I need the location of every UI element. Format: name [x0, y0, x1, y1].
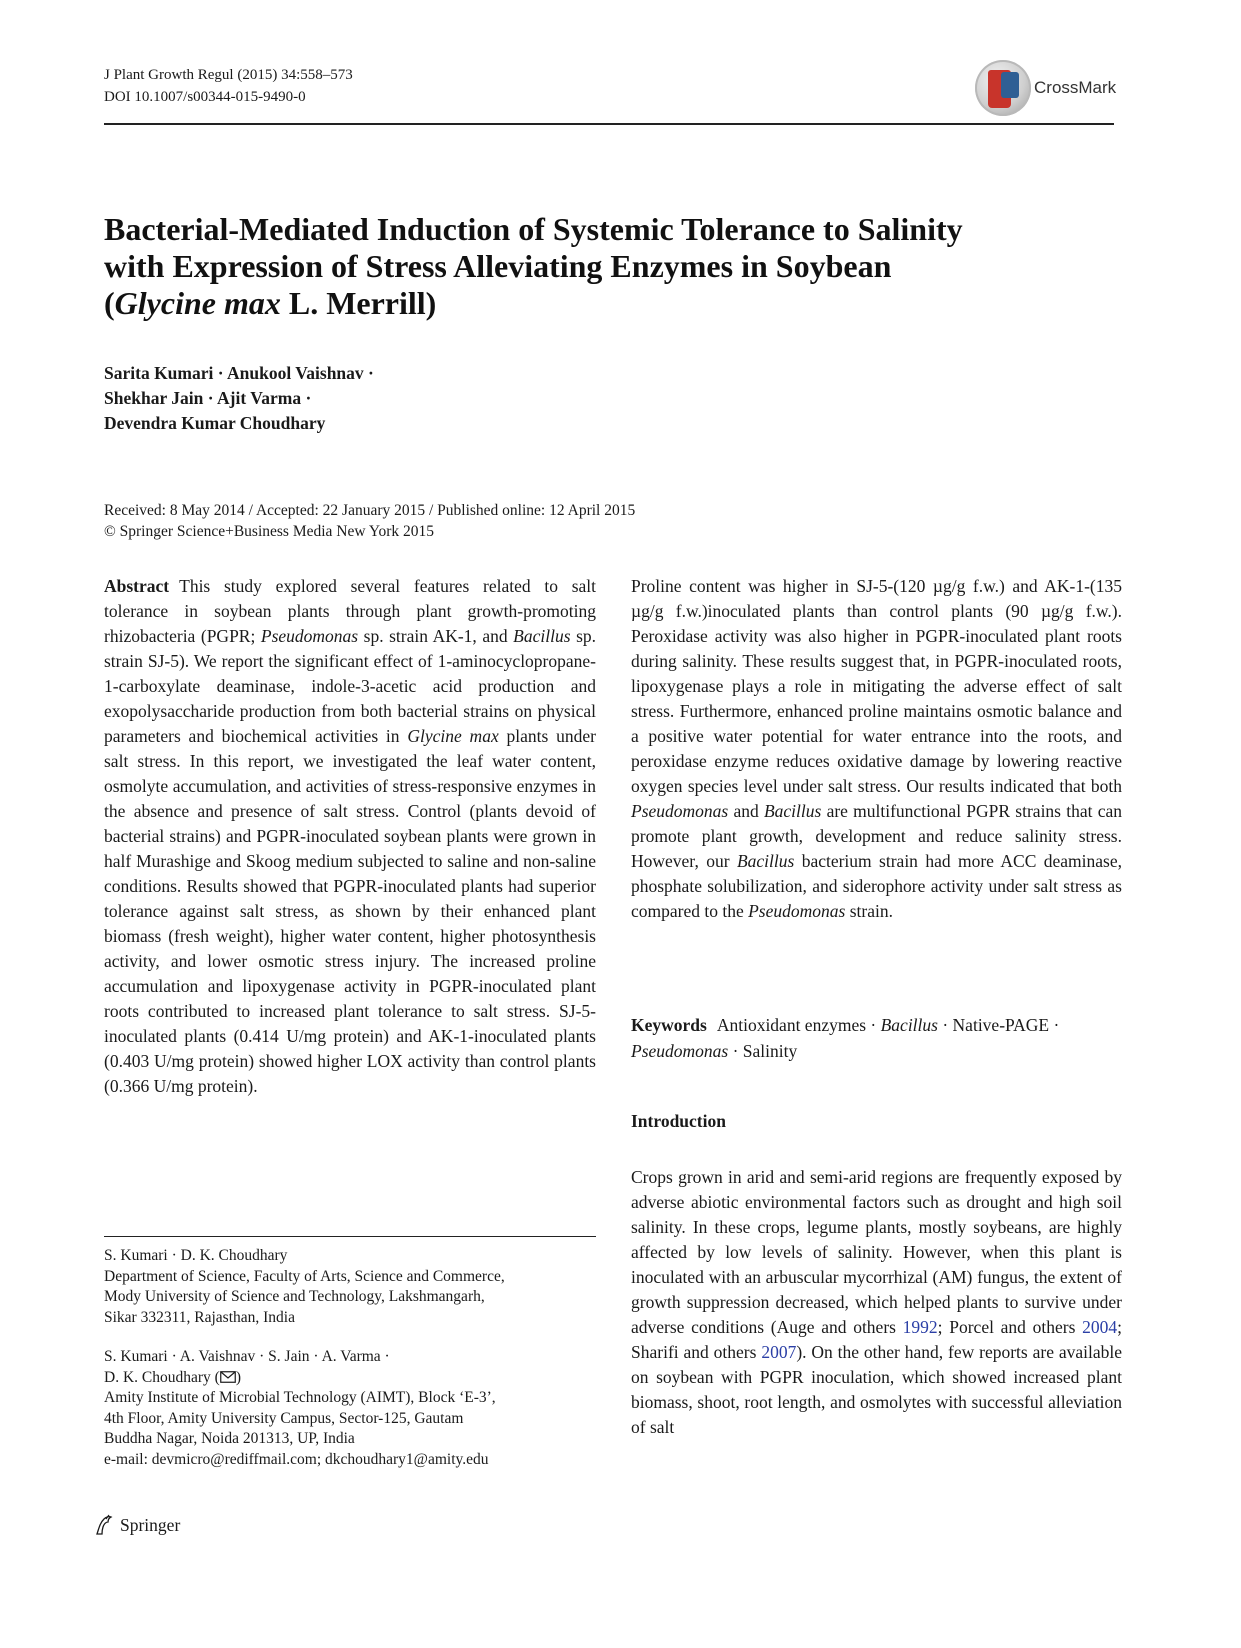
- envelope-icon: [220, 1371, 236, 1383]
- copyright-line: © Springer Science+Business Media New York 2015: [104, 523, 435, 540]
- keywords-label: Keywords: [631, 1015, 707, 1035]
- crossmark-label: CrossMark: [1034, 78, 1117, 97]
- crossmark-badge[interactable]: [975, 59, 1125, 121]
- section-heading-introduction: Introduction: [631, 1111, 726, 1131]
- authors-line-2: Shekhar Jain · Ajit Varma ·: [104, 388, 312, 408]
- publisher-name: Springer: [120, 1514, 181, 1535]
- journal-citation: J Plant Growth Regul (2015) 34:558–573: [104, 67, 353, 83]
- abstract-left-column: [104, 574, 596, 1099]
- affiliation-1: S. Kumari · D. K. Choudhary Department of Science, Faculty of Arts, Science and Commerce, Mody University of Science and Technology, Lakshmangarh, Sikar 332311, Rajasthan, India: [104, 1247, 505, 1326]
- footnote-rule: [104, 1236, 596, 1237]
- abstract-right-column: [631, 574, 1122, 924]
- title-line-1: Bacterial-Mediated Induction of Systemic Tolerance to Salinity: [104, 211, 963, 247]
- authors-line-1: Sarita Kumari · Anukool Vaishnav ·: [104, 363, 374, 383]
- title-line-2: with Expression of Stress Alleviating Enzymes in Soybean: [104, 248, 892, 284]
- abstract-label: Abstract: [104, 576, 170, 596]
- abstract-paragraph: Abstract This study explored several features related to salt tolerance in soybean plants through plant growth-promoting rhizobacteria (PGPR; Pseudomonas sp. strain AK-1, and Bacillus sp. strain SJ-5). We report the significant effect of 1-aminocyclopropane-1-carboxylate deaminase, indole-3-acetic acid production and exopolysaccharide production from both bacterial strains on physical parameters and biochemical activities in Glycine max plants under salt stress. In this report, we investigated the leaf water content, osmolyte accumulation, and activities of stress-responsive enzymes in the absence and presence of salt stress. Control (plants devoid of bacterial strains) and PGPR-inoculated soybean plants were grown in half Murashige and Skoog medium subjected to saline and non-saline conditions. Results showed that PGPR-inoculated plants had superior tolerance against salt stress, as shown by their enhanced plant biomass (fresh weight), higher water content, higher photosynthesis activity, and lower osmotic stress injury. The increased proline accumulation and lipoxygenase activity in PGPR-inoculated plant roots contributed to increased plant tolerance to salt stress. SJ-5-inoculated plants (0.414 U/mg protein) and AK-1-inoculated plants (0.403 U/mg protein) showed higher LOX activity than control plants (0.366 U/mg protein).: [104, 576, 597, 1096]
- publisher-footer: [94, 1514, 180, 1536]
- abstract-continued: Proline content was higher in SJ-5-(120 µg/g f.w.) and AK-1-(135 µg/g f.w.)inoculated plants than control plants (90 µg/g f.w.). Peroxidase activity was also higher in PGPR-inoculated plant roots during salinity. These results suggest that, in PGPR-inoculated roots, lipoxygenase plays a role in mitigating the adverse effect of salt stress. Furthermore, enhanced proline maintains osmotic balance and a positive water potential for water entrance into the roots, and peroxidase enzyme reduces oxidative damage by lowering reactive oxygen species level under salt stress. Our results indicated that both Pseudomonas and Bacillus are multifunctional PGPR strains that can promote plant growth, development and reduce salinity stress. However, our Bacillus bacterium strain had more ACC deaminase, phosphate solubilization, and siderophore activity under salt stress as compared to the Pseudomonas strain.: [631, 576, 1122, 921]
- received-accepted-published: Received: 8 May 2014 / Accepted: 22 January 2015 / Published online: 12 April 2015: [104, 502, 636, 519]
- corresponding-email[interactable]: e-mail: devmicro@rediffmail.com; dkchoudhary1@amity.edu: [104, 1450, 489, 1468]
- keywords: Keywords Antioxidant enzymes · Bacillus · Native-PAGE · Pseudomonas · Salinity: [631, 1015, 1060, 1061]
- journal-header: [104, 64, 1117, 108]
- springer-horse-icon: [94, 1514, 114, 1536]
- citation-link[interactable]: 1992: [902, 1317, 938, 1337]
- title-species: Glycine max: [114, 285, 281, 321]
- author-list: [104, 361, 704, 436]
- introduction-body: Crops grown in arid and semi-arid regions are frequently exposed by adverse abiotic environmental factors such as drought and high soil salinity. In these crops, legume plants, mostly soybeans, are highly affected by low levels of salinity. However, when this plant is inoculated with an arbuscular mycorrhizal (AM) fungus, the extent of growth suppression decreased, which helped plants to survive under adverse conditions (Auge and others 1992; Porcel and others 2004; Sharifi and others 2007). On the other hand, few reports are available on soybean with PGPR inoculation, which showed increased plant biomass, shoot, root length, and osmolytes with successful alleviation of salt: [631, 1167, 1123, 1437]
- authors-line-3: Devendra Kumar Choudhary: [104, 413, 326, 433]
- doi-line[interactable]: DOI 10.1007/s00344-015-9490-0: [104, 89, 306, 105]
- citation-link[interactable]: 2007: [761, 1342, 797, 1362]
- header-rule: [104, 123, 1114, 125]
- citation-link[interactable]: 2004: [1082, 1317, 1118, 1337]
- publication-dates: [104, 500, 1004, 542]
- crossmark-icon: [975, 60, 1031, 116]
- affiliation-2: S. Kumari · A. Vaishnav · S. Jain · A. Varma · D. K. Choudhary ( ) Amity Institute of Microbial Technology (AIMT), Block ‘E-3’, 4th Floor, Amity University Campus, Sector-125, Gautam Buddha Nagar, Noida 201313, UP, India e-mail: devmicro@rediffmail.com; dkchoudhary1@amity.edu: [104, 1347, 596, 1470]
- article-title: Bacterial-Mediated Induction of Systemic Tolerance to Salinity with Expression of Stress Alleviating Enzymes in Soybean (Glycine max L. Merrill): [104, 211, 963, 321]
